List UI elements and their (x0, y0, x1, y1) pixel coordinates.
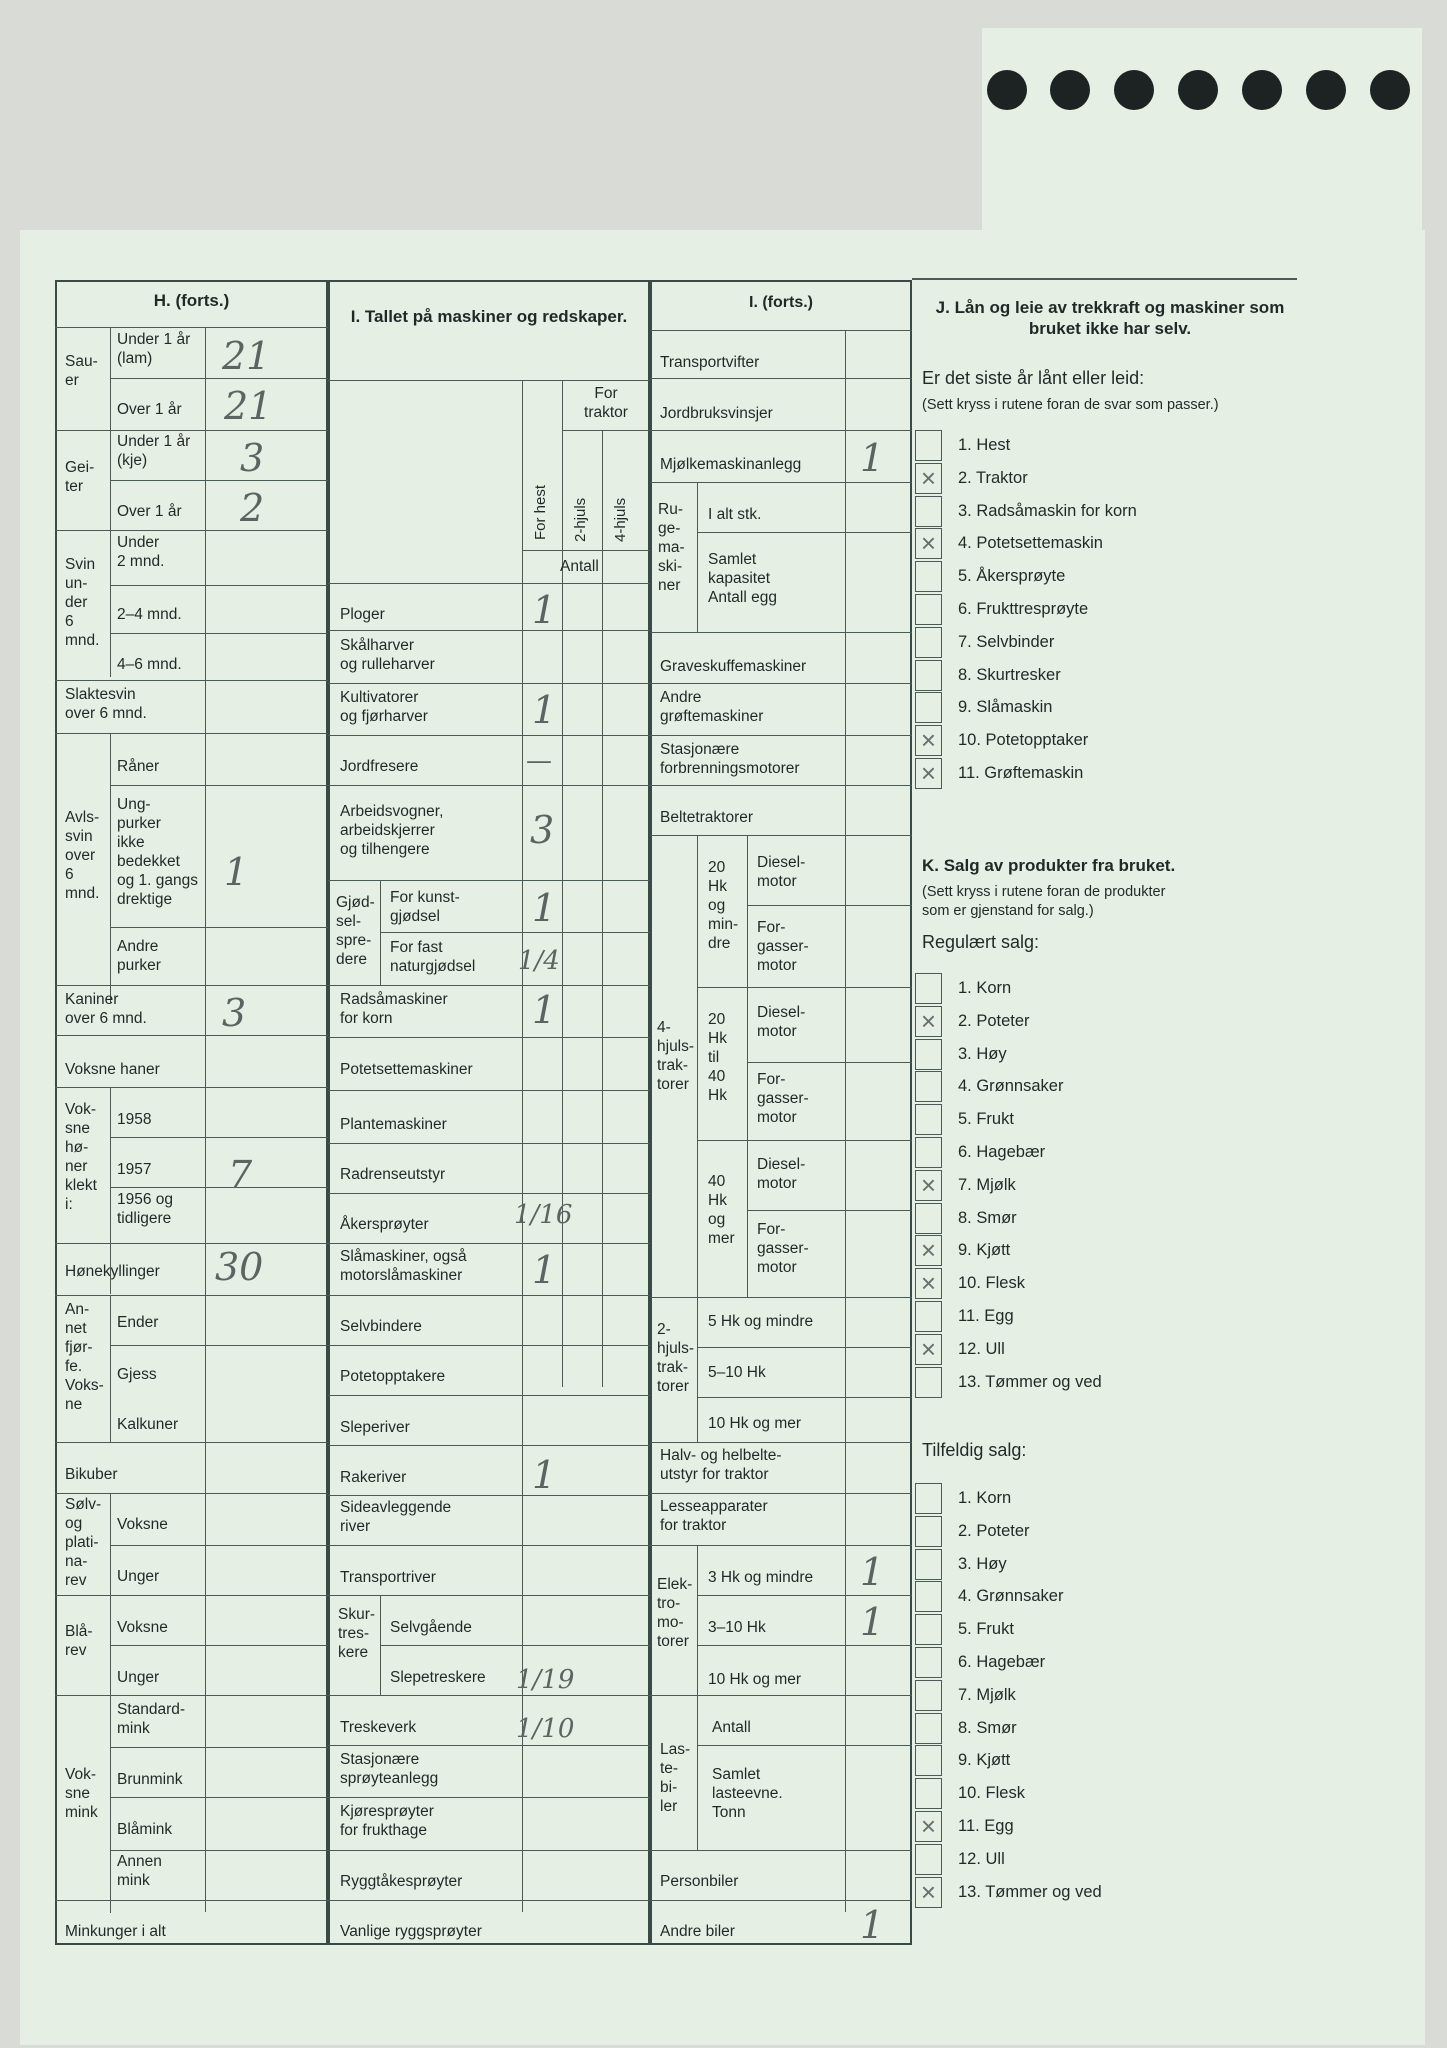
checkbox[interactable] (915, 1844, 942, 1875)
voksne-label: Voksne (117, 1619, 168, 1636)
elektromotorer-label: Elek- tro- mo- torer (657, 1576, 693, 1650)
hk510-label: 5–10 Hk (708, 1364, 766, 1381)
gjess-label: Gjess (117, 1366, 157, 1383)
checklist-item-label: 1. Hest (958, 436, 1011, 454)
handwritten-value: 30 (215, 1245, 264, 1289)
selvbindere-label: Selvbindere (340, 1318, 422, 1335)
m24-label: 2–4 mnd. (117, 606, 182, 623)
handwritten-value: 1/10 (516, 1714, 575, 1744)
handwritten-value: 1/16 (514, 1200, 573, 1230)
checklist-item-label: 2. Poteter (958, 1011, 1030, 1030)
transportriver-label: Transportriver (340, 1569, 436, 1586)
section-i-title: I. Tallet på maskiner og redskaper. (350, 307, 628, 326)
slamaskiner-label: Slåmaskiner, også motorslåmaskiner (340, 1248, 467, 1284)
section-i-cont-title: I. (forts.) (749, 294, 813, 311)
checkbox[interactable] (915, 1071, 942, 1102)
punch-hole (1306, 70, 1346, 110)
radrenseutstyr-label: Radrenseutstyr (340, 1166, 446, 1183)
forgasser-label: For- gasser- motor (757, 919, 809, 974)
checklist-item-label: 3. Høy (958, 1044, 1007, 1063)
handwritten-value: 1/19 (516, 1665, 575, 1695)
section-h-title: H. (forts.) (153, 291, 230, 310)
checkbox[interactable] (915, 1647, 942, 1678)
over1-label: Over 1 år (117, 401, 182, 418)
checkbox[interactable] (915, 1203, 942, 1234)
skurtreskere-label: Skur- tres- kere (338, 1606, 376, 1661)
checklist-item-label: 7. Mjølk (958, 1175, 1016, 1194)
checklist-item-label: 7. Mjølk (958, 1685, 1016, 1704)
checkbox[interactable] (915, 1581, 942, 1612)
section-j-note: (Sett kryss i rutene foran de svar som passer.) (922, 397, 1219, 413)
checkbox[interactable]: × (915, 1170, 942, 1201)
kalkuner-label: Kalkuner (117, 1416, 179, 1433)
checkbox[interactable] (915, 496, 942, 527)
jordfresere-label: Jordfresere (340, 758, 419, 775)
sideavleggende-label: Sideavleggende river (340, 1499, 452, 1535)
section-j-title: J. Lån og leie av trekkraft og maskiner som bruket ikke har selv. (935, 298, 1285, 338)
e10-label: 10 Hk og mer (708, 1671, 802, 1688)
transportvifter-label: Transportvifter (660, 354, 760, 371)
slaktesvin-label: Slaktesvin over 6 mnd. (65, 686, 147, 722)
voksne-honer-label: Vok- sne hø- ner klekt i: (65, 1101, 97, 1213)
checklist-item-label: 5. Frukt (958, 1620, 1014, 1639)
minkunger-label: Minkunger i alt (65, 1923, 166, 1940)
e3-label: 3 Hk og mindre (708, 1569, 814, 1586)
samlet-last-label: Samlet lasteevne. Tonn (712, 1766, 783, 1821)
occasional-sale-heading: Tilfeldig salg: (922, 1440, 1027, 1460)
section-j-question: Er det siste år lånt eller leid: (922, 368, 1145, 388)
potetopptakere-label: Potetopptakere (340, 1368, 446, 1385)
ungpurker-label: Ung- purker ikke bedekket og 1. gangs drektige (117, 796, 199, 908)
annet-fjorfe-label: An- net fjør- fe. Voks- ne (65, 1301, 104, 1413)
checkbox[interactable] (915, 1680, 942, 1711)
forgasser-label: For- gasser- motor (757, 1221, 809, 1276)
rakeriver-label: Rakeriver (340, 1469, 407, 1486)
checkbox[interactable] (915, 1104, 942, 1135)
checklist-item-label: 6. Hagebær (958, 1653, 1046, 1671)
checkbox[interactable]: × (915, 1811, 942, 1842)
checkbox[interactable] (915, 1713, 942, 1744)
checkbox[interactable] (915, 973, 942, 1004)
radsamaskiner-label: Radsåmaskiner for korn (340, 991, 448, 1027)
blarev-label: Blå- rev (65, 1623, 93, 1659)
checkbox[interactable] (915, 1778, 942, 1809)
handwritten-value: 1 (860, 1550, 885, 1594)
checkbox[interactable] (915, 1516, 942, 1547)
checklist-item-label: 11. Egg (958, 1817, 1014, 1835)
checkbox[interactable] (915, 1137, 942, 1168)
punch-hole (1050, 70, 1090, 110)
checklist-item-label: 6. Frukttresprøyte (958, 600, 1089, 618)
checklist-item-label: 11. Grøftemaskin (958, 764, 1084, 782)
checkbox[interactable]: × (915, 1006, 942, 1037)
checklist-item-label: 10. Potetopptaker (958, 731, 1089, 750)
checkbox[interactable] (915, 1367, 942, 1398)
handwritten-value: 1/4 (518, 946, 560, 976)
handwritten-value: 21 (222, 334, 271, 378)
handwritten-value: 1 (860, 1600, 885, 1644)
i-alt-stk-label: I alt stk. (708, 506, 762, 523)
diesel-label: Diesel- motor (757, 1004, 806, 1040)
stasj-forbr-label: Stasjonære forbrenningsmotorer (660, 741, 800, 777)
diesel-label: Diesel- motor (757, 1156, 806, 1192)
andre-biler-label: Andre biler (660, 1923, 735, 1940)
checkbox[interactable] (915, 1745, 942, 1776)
selvgaende-label: Selvgående (390, 1619, 472, 1636)
checklist-item-label: 8. Smør (958, 1208, 1017, 1227)
checklist-item-label: 9. Kjøtt (958, 1241, 1011, 1260)
handwritten-value: 1 (532, 886, 557, 930)
checkbox[interactable] (915, 1549, 942, 1580)
fire-hjuls-label: 4- hjuls- trak- torer (657, 1019, 695, 1093)
hk40-label: 40 Hk og mer (708, 1173, 735, 1247)
y1958-label: 1958 (117, 1111, 152, 1128)
checklist-item-label: 3. Radsåmaskin for korn (958, 501, 1137, 520)
treskeverk-label: Treskeverk (340, 1719, 417, 1736)
checkbox[interactable] (915, 1483, 942, 1514)
handwritten-value: 2 (240, 486, 265, 530)
checkbox[interactable] (915, 627, 942, 658)
stasjonaere-sproyte-label: Stasjonære sprøyteanlegg (340, 1751, 439, 1787)
punch-hole (1178, 70, 1218, 110)
arbeidsvogner-label: Arbeidsvogner, arbeidskjerrer og tilhengere (340, 803, 444, 858)
checklist-item-label: 5. Frukt (958, 1110, 1014, 1129)
antall-label: Antall (712, 1719, 751, 1736)
under2-label: Under 2 mnd. (117, 534, 165, 570)
andre-purker-label: Andre purker (117, 938, 161, 974)
unger-label: Unger (117, 1669, 160, 1686)
ender-label: Ender (117, 1314, 159, 1331)
kjoresproyter-label: Kjøresprøyter for frukthage (340, 1803, 434, 1839)
checkbox[interactable] (915, 1301, 942, 1332)
checkbox[interactable] (915, 660, 942, 691)
sauer-label: Sau- er (65, 353, 98, 389)
four-hjuls-header: 4-hjuls (612, 497, 629, 542)
checklist-item-label: 6. Hagebær (958, 1143, 1046, 1161)
voksne-haner-label: Voksne haner (65, 1061, 160, 1078)
y1957-label: 1957 (117, 1161, 152, 1178)
checklist-item-label: 10. Flesk (958, 1274, 1025, 1293)
checklist-item-label: 3. Høy (958, 1554, 1007, 1573)
handwritten-value: 21 (224, 384, 273, 428)
standardmink-label: Standard- mink (117, 1701, 186, 1737)
beltetraktorer-label: Beltetraktorer (660, 809, 754, 826)
samlet-kapasitet-label: Samlet kapasitet Antall egg (708, 551, 777, 606)
handwritten-value: 3 (530, 808, 555, 852)
checkbox[interactable]: × (915, 1877, 942, 1908)
section-k-note: (Sett kryss i rutene foran de produkter som er gjenstand for salg.) (922, 884, 1166, 919)
sleperiver-label: Sleperiver (340, 1419, 410, 1436)
handwritten-value: — (526, 746, 552, 776)
checkbox[interactable] (915, 1039, 942, 1070)
handwritten-value: 1 (860, 1903, 885, 1947)
checklist-item-label: 1. Korn (958, 979, 1012, 997)
andre-grofte-label: Andre grøftemaskiner (660, 689, 764, 725)
checkbox[interactable]: × (915, 463, 942, 494)
solvrev-label: Sølv- og plati- na- rev (65, 1496, 102, 1589)
plantemaskiner-label: Plantemaskiner (340, 1116, 447, 1133)
skalharver-label: Skålharver og rulleharver (340, 637, 435, 673)
handwritten-value: 3 (222, 991, 247, 1035)
checkbox[interactable]: × (915, 528, 942, 559)
checklist-item-label: 1. Korn (958, 1489, 1012, 1507)
voksne-mink-label: Vok- sne mink (65, 1766, 98, 1821)
y1956-label: 1956 og tidligere (117, 1191, 174, 1227)
checklist-item-label: 8. Smør (958, 1718, 1017, 1737)
vanlige-rygg-label: Vanlige ryggsprøyter (340, 1923, 482, 1940)
section-k-title: K. Salg av produkter fra bruket. (922, 856, 1176, 875)
for-hest-header: For hest (532, 484, 549, 540)
lesseapparater-label: Lesseapparater for traktor (660, 1498, 768, 1534)
checklist-item-label: 11. Egg (958, 1307, 1014, 1325)
honekyllinger-label: Hønekyllinger (65, 1263, 160, 1280)
avlssvin-label: Avls- svin over 6 mnd. (65, 809, 100, 902)
ryggtake-label: Ryggtåkesprøyter (340, 1873, 463, 1890)
unger-label: Unger (117, 1568, 160, 1585)
ploger-label: Ploger (340, 606, 385, 623)
checklist-item-label: 10. Flesk (958, 1784, 1025, 1803)
mjolkemaskin-label: Mjølkemaskinanlegg (660, 456, 802, 473)
annen-mink-label: Annen mink (117, 1853, 162, 1889)
svin-label: Svin un- der 6 mnd. (65, 556, 100, 649)
checkbox[interactable] (915, 430, 942, 461)
forgasser-label: For- gasser- motor (757, 1071, 809, 1126)
checklist-item-label: 9. Slåmaskin (958, 698, 1053, 717)
checkbox[interactable]: × (915, 758, 942, 789)
checklist-item-label: 2. Traktor (958, 468, 1028, 487)
checklist-item-label: 12. Ull (958, 1849, 1005, 1868)
hk20-label: 20 Hk og min- dre (708, 859, 739, 952)
checklist-item-label: 4. Grønnsaker (958, 1587, 1064, 1606)
handwritten-value: 1 (224, 850, 249, 894)
handwritten-value: 1 (532, 1248, 557, 1292)
punch-hole (987, 70, 1027, 110)
handwritten-value: 1 (532, 588, 557, 632)
rugemaskiner-label: Ru- ge- ma- ski- ner (658, 501, 685, 594)
hk2040-label: 20 Hk til 40 Hk (708, 1011, 727, 1104)
checklist-item-label: 8. Skurtresker (958, 665, 1061, 684)
checkbox[interactable]: × (915, 1268, 942, 1299)
checklist-item-label: 7. Selvbinder (958, 632, 1055, 651)
checklist-item-label: 5. Åkersprøyte (958, 567, 1066, 586)
handwritten-value: 1 (532, 1453, 557, 1497)
slepetreskere-label: Slepetreskere (390, 1669, 486, 1686)
under1-kje-label: Under 1 år (kje) (117, 433, 191, 469)
checkbox[interactable] (915, 1614, 942, 1645)
punch-hole (1242, 70, 1282, 110)
checklist-item-label: 4. Grønnsaker (958, 1077, 1064, 1096)
for-traktor-header: For traktor (584, 385, 628, 421)
bikuber-label: Bikuber (65, 1466, 118, 1483)
personbiler-label: Personbiler (660, 1873, 739, 1890)
brunmink-label: Brunmink (117, 1771, 183, 1788)
checkbox[interactable]: × (915, 1235, 942, 1266)
handwritten-value: 7 (228, 1153, 253, 1197)
over1-label: Over 1 år (117, 503, 182, 520)
geiter-label: Gei- ter (65, 459, 95, 495)
regular-sale-heading: Regulært salg: (922, 932, 1040, 952)
checkbox[interactable]: × (915, 725, 942, 756)
punch-hole (1114, 70, 1154, 110)
lastebiler-label: Las- te- bi- ler (660, 1741, 691, 1815)
kunstgjodsel-label: For kunst- gjødsel (390, 889, 460, 925)
e310-label: 3–10 Hk (708, 1619, 766, 1636)
checklist-item-label: 4. Potetsettemaskin (958, 534, 1103, 553)
checkbox[interactable] (915, 692, 942, 723)
hk5-label: 5 Hk og mindre (708, 1313, 814, 1330)
gjodselspredere-label: Gjød- sel- spre- dere (336, 894, 375, 968)
checklist-item-label: 12. Ull (958, 1339, 1005, 1358)
kultivatorer-label: Kultivatorer og fjørharver (340, 689, 428, 725)
punch-hole (1370, 70, 1410, 110)
fastgjodsel-label: For fast naturgjødsel (390, 939, 476, 975)
kaniner-label: Kaniner over 6 mnd. (65, 991, 147, 1027)
checklist-item-label: 13. Tømmer og ved (958, 1372, 1102, 1391)
checkbox[interactable]: × (915, 1334, 942, 1365)
checklist-item-label: 9. Kjøtt (958, 1751, 1011, 1770)
punched-tab (982, 28, 1422, 258)
graveskuffe-label: Graveskuffemaskiner (660, 658, 807, 675)
raner-label: Råner (117, 758, 160, 775)
halv-helbelte-label: Halv- og helbelte- utstyr for traktor (660, 1447, 782, 1483)
handwritten-value: 3 (240, 436, 265, 480)
akersproyter-label: Åkersprøyter (340, 1216, 429, 1233)
voksne-label: Voksne (117, 1516, 168, 1533)
checkbox[interactable] (915, 594, 942, 625)
hk10-label: 10 Hk og mer (708, 1415, 802, 1432)
handwritten-value: 1 (532, 988, 557, 1032)
blamink-label: Blåmink (117, 1821, 173, 1838)
checklist-item-label: 2. Poteter (958, 1521, 1030, 1540)
under1-lam-label: Under 1 år (lam) (117, 331, 191, 367)
handwritten-value: 1 (532, 688, 557, 732)
handwritten-value: 1 (860, 436, 885, 480)
diesel-label: Diesel- motor (757, 854, 806, 890)
checkbox[interactable] (915, 561, 942, 592)
two-hjuls-header: 2-hjuls (572, 497, 589, 542)
antall-header: Antall (560, 558, 599, 575)
checklist-item-label: 13. Tømmer og ved (958, 1882, 1102, 1901)
m46-label: 4–6 mnd. (117, 656, 182, 673)
potetsette-label: Potetsettemaskiner (340, 1061, 473, 1078)
jordbruksvinsjer-label: Jordbruksvinsjer (660, 405, 773, 422)
to-hjuls-label: 2- hjuls- trak- torer (657, 1321, 695, 1395)
